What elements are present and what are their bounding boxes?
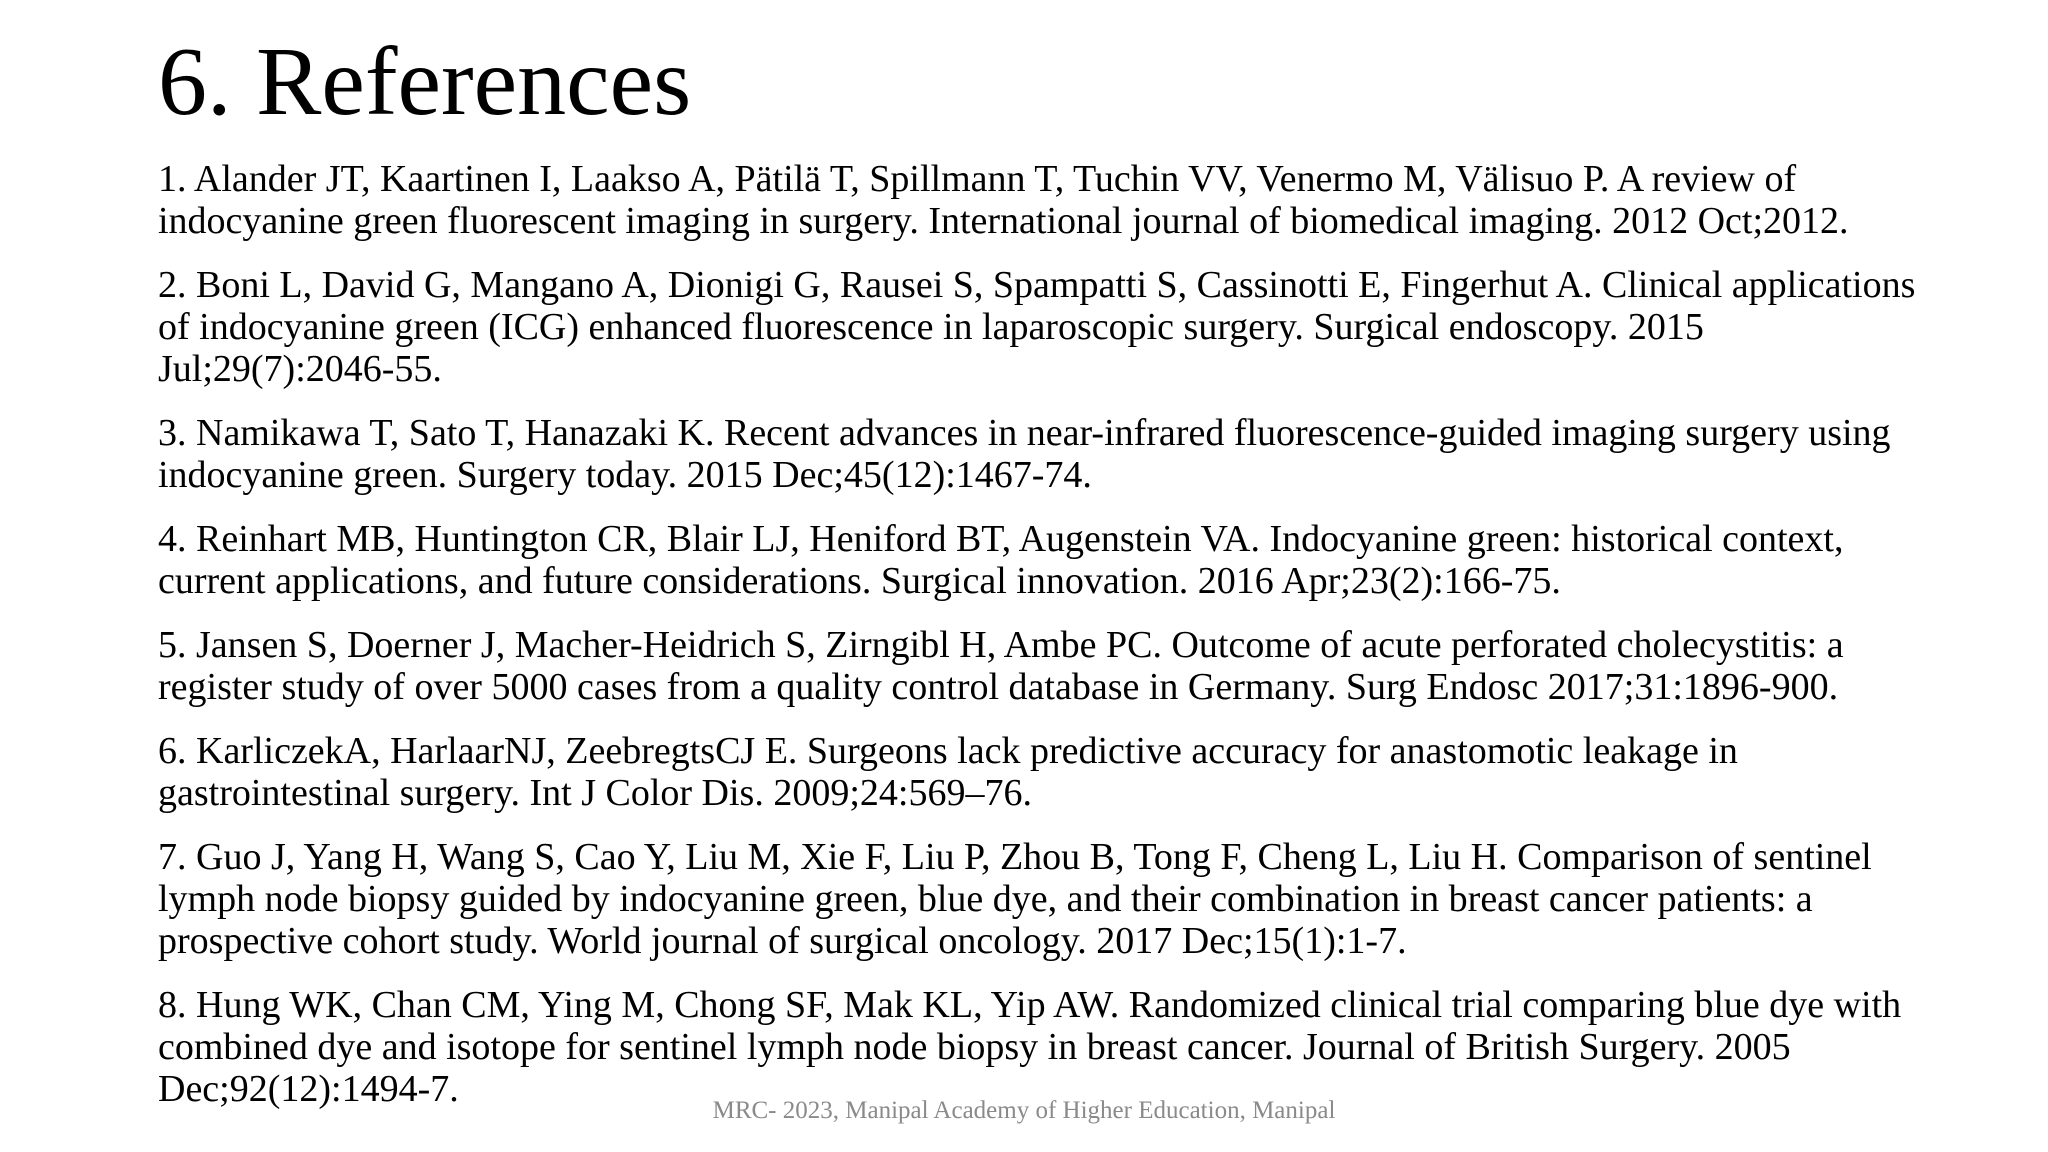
reference-item-4: 4. Reinhart MB, Huntington CR, Blair LJ, Heniford BT, Augenstein VA. Indocyanine green: historical context, current applications, and future considerations. Surgical innovation. 2016 Apr;23(2):166-75.: [158, 518, 1844, 602]
reference-item-6: 6. KarliczekA, HarlaarNJ, ZeebregtsCJ E. Surgeons lack predictive accuracy for anastomotic leakage in gastrointestinal surgery. Int J Color Dis. 2009;24:569–76.: [158, 730, 1738, 814]
reference-item-7: 7. Guo J, Yang H, Wang S, Cao Y, Liu M, Xie F, Liu P, Zhou B, Tong F, Cheng L, Liu H. Comparison of sentinel lymph node biopsy guided by indocyanine green, blue dye, and their combination in breast cancer patients: a prospective cohort study. World journal of surgical oncology. 2017 Dec;15(1):1-7.: [158, 836, 1872, 962]
reference-item-1: 1. Alander JT, Kaartinen I, Laakso A, Pätilä T, Spillmann T, Tuchin VV, Venermo M, Välisuo P. A review of indocyanine green fluorescent imaging in surgery. International journal of biomedical imaging. 2012 Oct;2012.: [158, 158, 1849, 242]
slide-footer: MRC- 2023, Manipal Academy of Higher Education, Manipal: [712, 1097, 1336, 1124]
reference-item-2: 2. Boni L, David G, Mangano A, Dionigi G, Rausei S, Spampatti S, Cassinotti E, Fingerhut A. Clinical applications of indocyanine green (ICG) enhanced fluorescence in laparoscopic surgery. Surgical endoscopy. 2015 Jul;29(7):2046-55.: [158, 264, 1916, 390]
reference-item-5: 5. Jansen S, Doerner J, Macher-Heidrich S, Zirngibl H, Ambe PC. Outcome of acute perforated cholecystitis: a register study of over 5000 cases from a quality control database in Germany. Surg Endosc 2017;31:1896-900.: [158, 624, 1844, 708]
reference-list: [158, 158, 1918, 1132]
reference-item-3: 3. Namikawa T, Sato T, Hanazaki K. Recent advances in near-infrared fluorescence-guided imaging surgery using indocyanine green. Surgery today. 2015 Dec;45(12):1467-74.: [158, 412, 1891, 496]
reference-item-8: 8. Hung WK, Chan CM, Ying M, Chong SF, Mak KL, Yip AW. Randomized clinical trial comparing blue dye with combined dye and isotope for sentinel lymph node biopsy in breast cancer. Journal of British Surgery. 2005 Dec;92(12):1494-7.: [158, 984, 1902, 1110]
slide-title: 6. References: [158, 28, 692, 136]
